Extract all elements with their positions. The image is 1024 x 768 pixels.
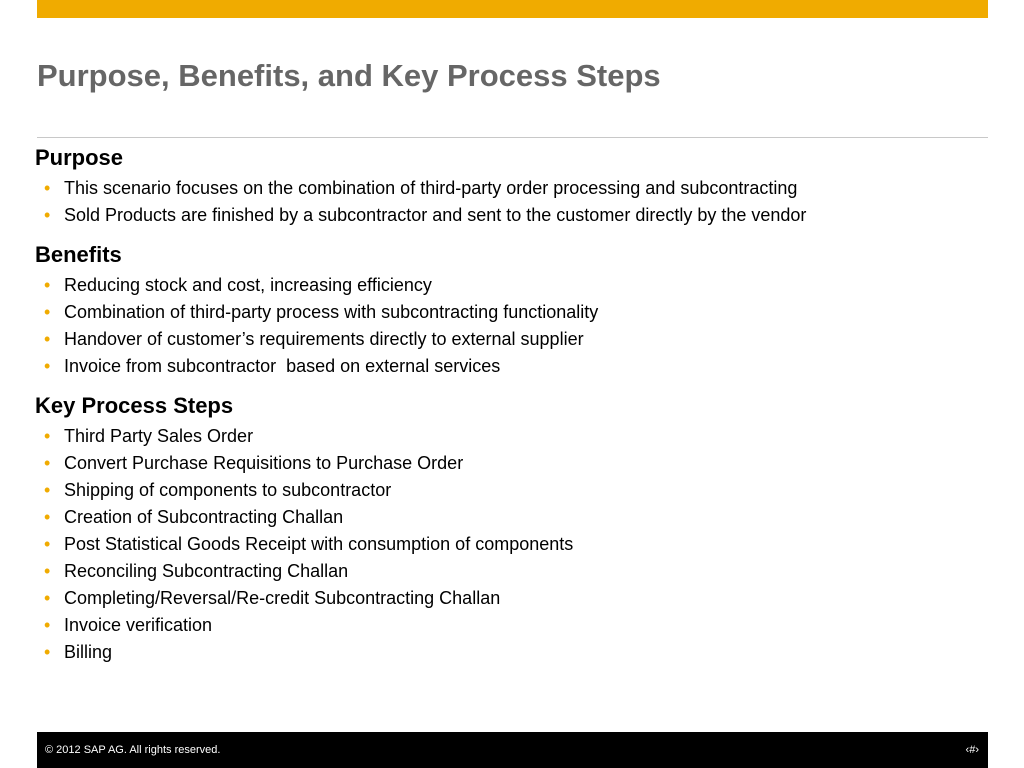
bullet-dot-icon: • — [44, 302, 51, 322]
bullet-item — [35, 558, 985, 585]
footer-bar — [37, 732, 988, 768]
bullet-item — [35, 531, 985, 558]
bullet-item — [35, 477, 985, 504]
bullet-item — [35, 299, 985, 326]
bullet-text: Completing/Reversal/Re-credit Subcontracting Challan — [64, 588, 501, 608]
bullet-item — [35, 326, 985, 353]
slide-content — [35, 145, 985, 679]
bullet-text: Invoice verification — [64, 615, 213, 635]
bullet-item — [35, 423, 985, 450]
bullet-list — [35, 272, 985, 380]
bullet-item — [35, 639, 985, 666]
bullet-text: Billing — [64, 642, 113, 662]
section-key-process-steps — [35, 393, 985, 666]
bullet-text: Handover of customer’s requirements directly to external supplier — [64, 329, 584, 349]
section-purpose — [35, 145, 985, 229]
bullet-dot-icon: • — [44, 534, 51, 554]
bullet-dot-icon: • — [44, 275, 51, 295]
bullet-dot-icon: • — [44, 480, 51, 500]
section-heading: Purpose — [35, 145, 124, 170]
bullet-dot-icon: • — [44, 426, 51, 446]
page-number: ‹#› — [965, 744, 979, 756]
bullet-dot-icon: • — [44, 205, 51, 225]
section-benefits — [35, 242, 985, 380]
bullet-dot-icon: • — [44, 561, 51, 581]
bullet-text: Invoice from subcontractor based on external services — [64, 356, 501, 376]
bullet-dot-icon: • — [44, 178, 51, 198]
bullet-text: Post Statistical Goods Receipt with consumption of components — [64, 534, 574, 554]
bullet-text: Reducing stock and cost, increasing efficiency — [64, 275, 432, 295]
section-heading: Key Process Steps — [35, 393, 234, 418]
bullet-dot-icon: • — [44, 507, 51, 527]
section-heading: Benefits — [35, 242, 122, 267]
bullet-item — [35, 450, 985, 477]
bullet-dot-icon: • — [44, 615, 51, 635]
bullet-text: Shipping of components to subcontractor — [64, 480, 392, 500]
bullet-item — [35, 353, 985, 380]
bullet-text: Combination of third-party process with subcontracting functionality — [64, 302, 599, 322]
bullet-text: Reconciling Subcontracting Challan — [64, 561, 349, 581]
bullet-text: Third Party Sales Order — [64, 426, 254, 446]
bullet-list — [35, 423, 985, 666]
top-accent-bar — [37, 0, 988, 18]
bullet-item — [35, 585, 985, 612]
bullet-item — [35, 272, 985, 299]
bullet-list — [35, 175, 985, 229]
bullet-text: This scenario focuses on the combination of third-party order processing and subcontracting — [64, 178, 798, 198]
bullet-item — [35, 504, 985, 531]
bullet-text: Creation of Subcontracting Challan — [64, 507, 344, 527]
bullet-dot-icon: • — [44, 356, 51, 376]
bullet-item — [35, 202, 985, 229]
bullet-item — [35, 175, 985, 202]
slide-title: Purpose, Benefits, and Key Process Steps — [37, 58, 661, 93]
bullet-dot-icon: • — [44, 642, 51, 662]
bullet-dot-icon: • — [44, 329, 51, 349]
title-divider — [37, 137, 988, 138]
bullet-text: Sold Products are finished by a subcontractor and sent to the customer directly by the vendor — [64, 205, 807, 225]
bullet-dot-icon: • — [44, 453, 51, 473]
bullet-item — [35, 612, 985, 639]
bullet-dot-icon: • — [44, 588, 51, 608]
bullet-text: Convert Purchase Requisitions to Purchase Order — [64, 453, 464, 473]
copyright-text: © 2012 SAP AG. All rights reserved. — [45, 744, 221, 756]
